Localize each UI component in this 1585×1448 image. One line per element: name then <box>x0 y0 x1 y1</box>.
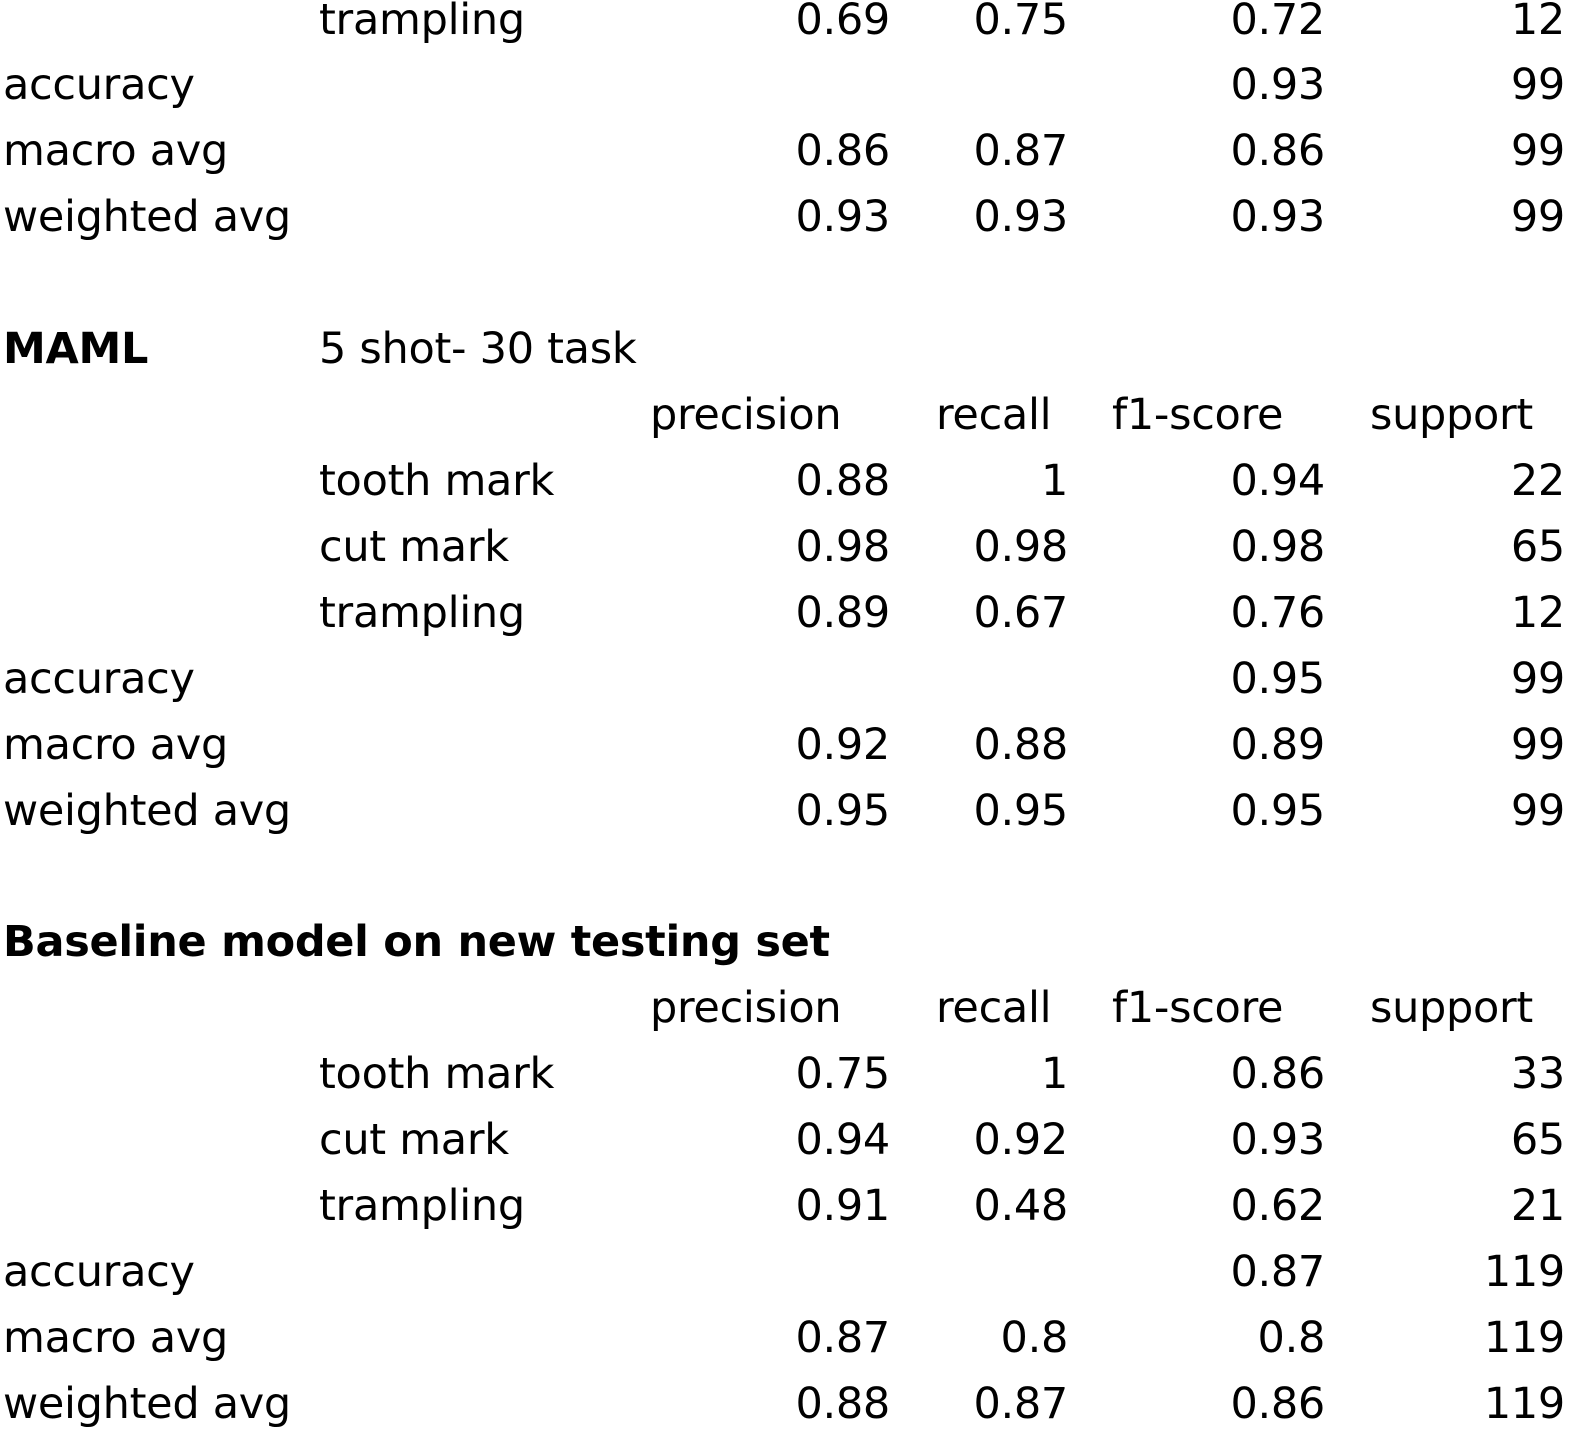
maml-header-row <box>0 382 1585 448</box>
class-row-tooth-mark <box>0 448 1585 514</box>
precision-value: 0.75 <box>795 1049 890 1099</box>
f1-value: 0.95 <box>1230 786 1325 836</box>
row-label: trampling <box>319 588 525 638</box>
precision-value: 0.69 <box>795 0 890 45</box>
class-row-trampling <box>0 580 1585 646</box>
class-row-trampling <box>0 0 1585 53</box>
class-row-cut-mark <box>0 1107 1585 1173</box>
support-value: 99 <box>1510 786 1565 836</box>
recall-value: 0.87 <box>973 1379 1068 1429</box>
summary-row-macro-avg <box>0 118 1585 184</box>
row-label: trampling <box>319 0 525 45</box>
precision-value: 0.87 <box>795 1313 890 1363</box>
f1-header: f1-score <box>1112 983 1284 1033</box>
support-value: 99 <box>1510 192 1565 242</box>
f1-value: 0.93 <box>1230 192 1325 242</box>
row-label: weighted avg <box>3 192 291 242</box>
support-value: 119 <box>1483 1247 1565 1297</box>
support-value: 65 <box>1510 522 1565 572</box>
support-value: 119 <box>1483 1313 1565 1363</box>
f1-value: 0.95 <box>1230 654 1325 704</box>
recall-value: 0.87 <box>973 126 1068 176</box>
section-title: MAML <box>3 324 149 374</box>
section-subtitle: 5 shot- 30 task <box>319 324 637 374</box>
row-label: trampling <box>319 1181 525 1231</box>
baseline-header-row <box>0 975 1585 1041</box>
row-label: cut mark <box>319 1115 509 1165</box>
f1-value: 0.86 <box>1230 126 1325 176</box>
row-label: accuracy <box>3 60 195 110</box>
recall-value: 0.75 <box>973 0 1068 45</box>
f1-value: 0.62 <box>1230 1181 1325 1231</box>
maml-title-row <box>0 316 1585 382</box>
f1-value: 0.72 <box>1230 0 1325 45</box>
support-value: 12 <box>1510 588 1565 638</box>
row-label: cut mark <box>319 522 509 572</box>
recall-value: 0.8 <box>1000 1313 1068 1363</box>
summary-row-accuracy <box>0 646 1585 712</box>
f1-value: 0.86 <box>1230 1379 1325 1429</box>
row-label: macro avg <box>3 126 228 176</box>
support-value: 65 <box>1510 1115 1565 1165</box>
recall-value: 0.88 <box>973 720 1068 770</box>
precision-header: precision <box>650 390 842 440</box>
row-label: weighted avg <box>3 1379 291 1429</box>
precision-value: 0.93 <box>795 192 890 242</box>
row-label: macro avg <box>3 720 228 770</box>
f1-value: 0.8 <box>1257 1313 1325 1363</box>
f1-value: 0.98 <box>1230 522 1325 572</box>
support-header: support <box>1370 983 1533 1033</box>
support-value: 12 <box>1510 0 1565 45</box>
f1-header: f1-score <box>1112 390 1284 440</box>
support-value: 21 <box>1510 1181 1565 1231</box>
support-value: 99 <box>1510 654 1565 704</box>
row-label: accuracy <box>3 1247 195 1297</box>
row-label: tooth mark <box>319 456 555 506</box>
precision-value: 0.89 <box>795 588 890 638</box>
class-row-trampling <box>0 1173 1585 1239</box>
recall-value: 0.98 <box>973 522 1068 572</box>
support-header: support <box>1370 390 1533 440</box>
precision-value: 0.98 <box>795 522 890 572</box>
summary-row-accuracy <box>0 1239 1585 1305</box>
recall-value: 0.67 <box>973 588 1068 638</box>
support-value: 99 <box>1510 60 1565 110</box>
recall-header: recall <box>936 983 1052 1033</box>
f1-value: 0.76 <box>1230 588 1325 638</box>
recall-header: recall <box>936 390 1052 440</box>
support-value: 99 <box>1510 720 1565 770</box>
recall-value: 0.92 <box>973 1115 1068 1165</box>
f1-value: 0.86 <box>1230 1049 1325 1099</box>
f1-value: 0.87 <box>1230 1247 1325 1297</box>
row-label: weighted avg <box>3 786 291 836</box>
precision-value: 0.88 <box>795 1379 890 1429</box>
recall-value: 1 <box>1040 1049 1068 1099</box>
recall-value: 0.48 <box>973 1181 1068 1231</box>
summary-row-macro-avg <box>0 712 1585 778</box>
f1-value: 0.93 <box>1230 1115 1325 1165</box>
summary-row-macro-avg <box>0 1305 1585 1371</box>
baseline-title-row <box>0 909 1585 975</box>
row-label: accuracy <box>3 654 195 704</box>
summary-row-weighted-avg <box>0 1371 1585 1437</box>
support-value: 22 <box>1510 456 1565 506</box>
row-label: macro avg <box>3 1313 228 1363</box>
recall-value: 0.95 <box>973 786 1068 836</box>
precision-value: 0.92 <box>795 720 890 770</box>
summary-row-weighted-avg <box>0 778 1585 844</box>
class-row-tooth-mark <box>0 1041 1585 1107</box>
support-value: 99 <box>1510 126 1565 176</box>
precision-value: 0.94 <box>795 1115 890 1165</box>
precision-value: 0.91 <box>795 1181 890 1231</box>
f1-value: 0.89 <box>1230 720 1325 770</box>
recall-value: 1 <box>1040 456 1068 506</box>
summary-row-accuracy <box>0 52 1585 118</box>
f1-value: 0.94 <box>1230 456 1325 506</box>
support-value: 33 <box>1510 1049 1565 1099</box>
precision-value: 0.88 <box>795 456 890 506</box>
row-label: tooth mark <box>319 1049 555 1099</box>
precision-value: 0.95 <box>795 786 890 836</box>
precision-header: precision <box>650 983 842 1033</box>
precision-value: 0.86 <box>795 126 890 176</box>
f1-value: 0.93 <box>1230 60 1325 110</box>
support-value: 119 <box>1483 1379 1565 1429</box>
class-row-cut-mark <box>0 514 1585 580</box>
section-title: Baseline model on new testing set <box>3 917 830 967</box>
recall-value: 0.93 <box>973 192 1068 242</box>
summary-row-weighted-avg <box>0 184 1585 250</box>
